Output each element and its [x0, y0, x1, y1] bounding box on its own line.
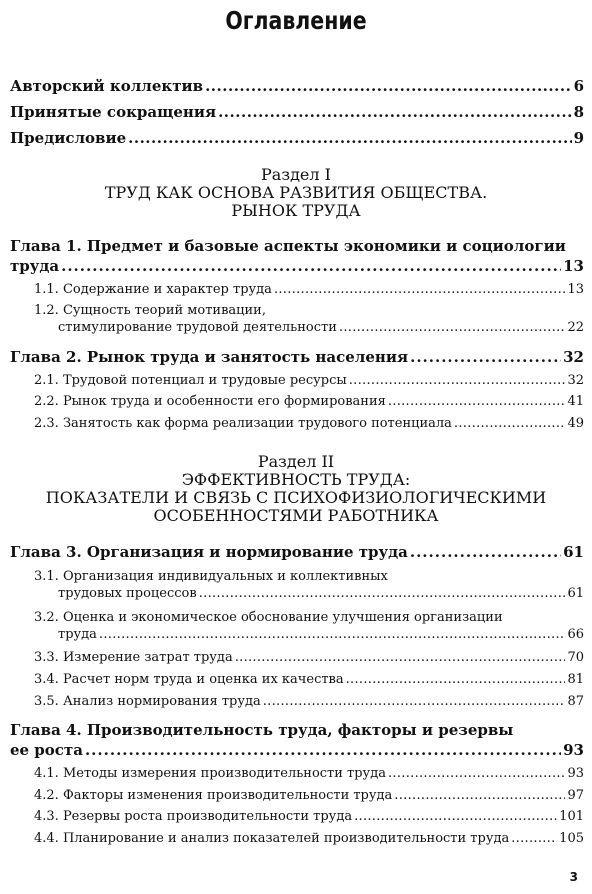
- entry-page: 13: [563, 257, 584, 275]
- entry-title: 4.1. Методы измерения производительности труда: [34, 766, 386, 781]
- entry-title: 1.1. Содержание и характер труда: [34, 282, 272, 297]
- entry-title: 4.2. Факторы изменения производительности труда: [34, 788, 393, 803]
- dot-leader: [339, 321, 566, 335]
- part-title-line: ПОКАЗАТЕЛИ И СВЯЗЬ С ПСИХОФИЗИОЛОГИЧЕСКИМИ: [45, 488, 547, 507]
- entry-page: 41: [567, 394, 584, 409]
- part-label: Раздел II: [257, 452, 335, 471]
- entry-title: ее роста: [10, 741, 83, 759]
- dot-leader: [454, 417, 566, 431]
- toc-entry-authors[interactable]: [10, 78, 584, 95]
- page-title: Оглавление: [225, 6, 367, 35]
- part-label: Раздел I: [261, 165, 331, 184]
- entry-page: 101: [559, 809, 584, 824]
- entry-page: 32: [563, 348, 584, 366]
- entry-title: стимулирование трудовой деятельности: [58, 320, 337, 335]
- dot-leader: [394, 789, 565, 803]
- entry-title: Глава 2. Рынок труда и занятость населения: [10, 348, 409, 366]
- toc-entry-chapter-2[interactable]: [10, 349, 584, 366]
- entry-page: 87: [567, 694, 584, 709]
- entry-title: 4.4. Планирование и анализ показателей производительности труда: [34, 831, 510, 846]
- entry-page: 49: [567, 416, 584, 431]
- entry-title: 3.5. Анализ нормирования труда: [34, 694, 261, 709]
- dot-leader: [128, 130, 571, 147]
- entry-title: труда: [58, 627, 97, 642]
- entry-title: 4.3. Резервы роста производительности труда: [34, 809, 353, 824]
- section-1-2-title-line[interactable]: 1.2. Сущность теорий мотивации,: [34, 303, 266, 318]
- toc-entry-section-3-5[interactable]: [34, 695, 584, 709]
- part-heading-1: [0, 166, 592, 220]
- toc-entry-section-3-4[interactable]: [34, 673, 584, 687]
- toc-entry-section-4-2[interactable]: [34, 789, 584, 803]
- entry-page: 105: [559, 831, 584, 846]
- toc-entry-section-4-1[interactable]: [34, 767, 584, 781]
- toc-entry-section-3-1[interactable]: [58, 587, 584, 601]
- toc-entry-section-1-2[interactable]: [58, 321, 584, 335]
- toc-entry-abbreviations[interactable]: [10, 104, 584, 121]
- toc-entry-section-2-2[interactable]: [34, 395, 584, 409]
- dot-leader: [511, 832, 557, 846]
- toc-entry-section-4-3[interactable]: [34, 810, 584, 824]
- entry-page: 32: [567, 373, 584, 388]
- entry-page: 8: [573, 103, 584, 121]
- part-title-line: РЫНОК ТРУДА: [231, 201, 361, 220]
- entry-page: 93: [567, 766, 584, 781]
- dot-leader: [99, 628, 566, 642]
- entry-page: 13: [567, 282, 584, 297]
- toc-entry-section-1-1[interactable]: [34, 283, 584, 297]
- part-title-line: ТРУД КАК ОСНОВА РАЗВИТИЯ ОБЩЕСТВА.: [104, 183, 488, 202]
- dot-leader: [85, 742, 561, 759]
- entry-title: трудовых процессов: [58, 586, 197, 601]
- entry-title: Принятые сокращения: [10, 103, 217, 121]
- dot-leader: [346, 673, 566, 687]
- entry-page: 70: [567, 650, 584, 665]
- toc-entry-preface[interactable]: [10, 130, 584, 147]
- entry-page: 61: [567, 586, 584, 601]
- entry-page: 81: [567, 672, 584, 687]
- toc-entry-section-3-3[interactable]: [34, 651, 584, 665]
- dot-leader: [388, 767, 565, 781]
- entry-page: 93: [563, 741, 584, 759]
- dot-leader: [263, 695, 566, 709]
- page-number: 3: [569, 870, 578, 884]
- chapter-1-title-line[interactable]: Глава 1. Предмет и базовые аспекты экономики и социологии: [10, 237, 566, 255]
- entry-title: 3.3. Измерение затрат труда: [34, 650, 233, 665]
- chapter-4-title-line[interactable]: Глава 4. Производительность труда, факторы и резервы: [10, 721, 514, 739]
- dot-leader: [349, 374, 566, 388]
- part-heading-2: [0, 453, 592, 525]
- dot-leader: [199, 587, 566, 601]
- entry-page: 61: [563, 543, 584, 561]
- dot-leader: [410, 544, 561, 561]
- dot-leader: [205, 78, 571, 95]
- dot-leader: [388, 395, 566, 409]
- entry-page: 66: [567, 627, 584, 642]
- entry-title: труда: [10, 257, 60, 275]
- toc-entry-section-3-2[interactable]: [58, 628, 584, 642]
- dot-leader: [410, 349, 561, 366]
- toc-entry-section-2-1[interactable]: [34, 374, 584, 388]
- entry-page: 9: [573, 129, 584, 147]
- entry-title: Авторский коллектив: [10, 77, 204, 95]
- entry-title: 2.3. Занятость как форма реализации трудового потенциала: [34, 416, 452, 431]
- toc-entry-chapter-4[interactable]: [10, 742, 584, 759]
- entry-page: 97: [567, 788, 584, 803]
- entry-title: 2.2. Рынок труда и особенности его формирования: [34, 394, 386, 409]
- entry-title: Глава 3. Организация и нормирование труда: [10, 543, 408, 561]
- entry-title: 3.4. Расчет норм труда и оценка их качества: [34, 672, 344, 687]
- toc-entry-section-2-3[interactable]: [34, 417, 584, 431]
- section-3-2-title-line[interactable]: 3.2. Оценка и экономическое обоснование улучшения организации: [34, 610, 503, 625]
- entry-page: 6: [573, 77, 584, 95]
- dot-leader: [274, 283, 566, 297]
- entry-title: Предисловие: [10, 129, 127, 147]
- toc-entry-chapter-3[interactable]: [10, 544, 584, 561]
- dot-leader: [235, 651, 566, 665]
- entry-title: 2.1. Трудовой потенциал и трудовые ресурсы: [34, 373, 347, 388]
- toc-entry-chapter-1[interactable]: [10, 258, 584, 275]
- dot-leader: [61, 258, 561, 275]
- entry-page: 22: [567, 320, 584, 335]
- part-title-line: ЭФФЕКТИВНОСТЬ ТРУДА:: [181, 470, 411, 489]
- dot-leader: [354, 810, 557, 824]
- part-title-line: ОСОБЕННОСТЯМИ РАБОТНИКА: [153, 506, 439, 525]
- section-3-1-title-line[interactable]: 3.1. Организация индивидуальных и коллективных: [34, 569, 388, 584]
- dot-leader: [218, 104, 571, 121]
- toc-entry-section-4-4[interactable]: [34, 832, 584, 846]
